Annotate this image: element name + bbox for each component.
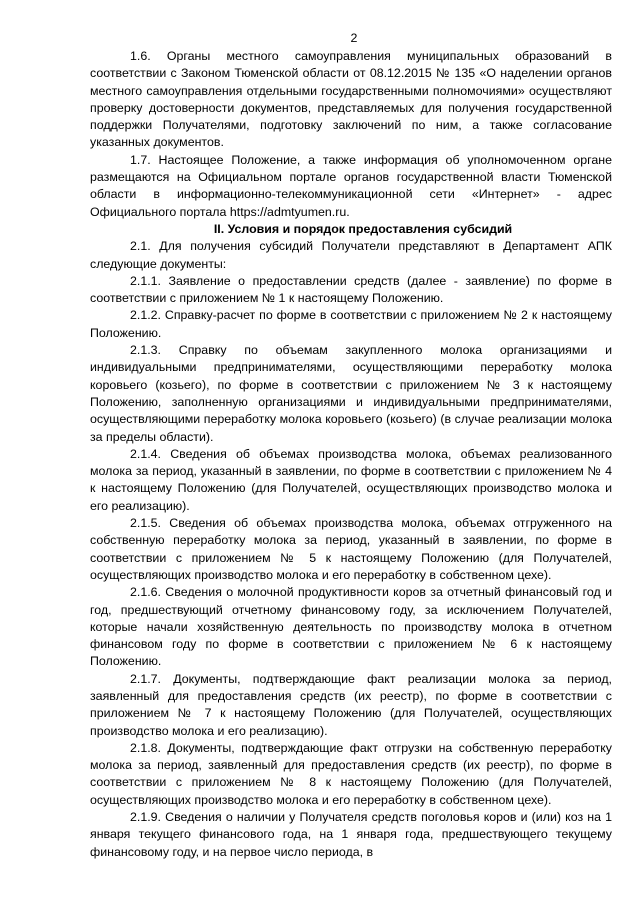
paragraph-2-1-1: 2.1.1. Заявление о предоставлении средств (далее - заявление) по форме в соответствии с приложением № 1 к настоящему Положению. [90,273,612,306]
paragraph-2-1-3: 2.1.3. Справку по объемам закупленного молока организациями и индивидуальными предпринимателями, осуществляющими переработку молока коровьего (козьего), по форме в соответствии с приложением № 3 к настоящему Положению, заполненную организациями и индивидуальными предпринимателями, осуществляющими переработку молока коровьего (козьего) (в случае реализации молока за пределы области). [90,343,612,444]
section-heading: II. Условия и порядок предоставления субсидий [213,221,513,236]
paragraph-1-6: 1.6. Органы местного самоуправления муниципальных образований в соответствии с Законом Тюменской области от 08.12.2015 № 135 «О наделении органов местного самоуправления отдельными государственными полномочиями» осуществляют проверку достоверности документов, представляемых для получения государственной поддержки Получателями, подготовку заключений по ним, а также согласование указанных документов. [90,49,612,150]
paragraph-2-1-5: 2.1.5. Сведения об объемах производства молока, объемах отгруженного на собственную переработку молока за период, указанный в заявлении, по форме в соответствии с приложением № 5 к настоящему Положению (для Получателей, осуществляющих производство молока и его переработку в собственном цехе). [90,516,612,582]
paragraph-2-1-6: 2.1.6. Сведения о молочной продуктивности коров за отчетный финансовый год и год, предшествующий отчетному финансовому году, за исключением Получателей, которые начали хозяйственную деятельность по производству молока в отчетном финансовом году по форме в соответствии с приложением № 6 к настоящему Положению. [90,585,612,669]
paragraph-2-1-4: 2.1.4. Сведения об объемах производства молока, объемах реализованного молока за период, указанный в заявлении, по форме в соответствии с приложением № 4 к настоящему Положению (для Получателей, осуществляющих производство молока и его реализацию). [90,446,612,513]
paragraph-2-1-9: 2.1.9. Сведения о наличии у Получателя средств поголовья коров и (или) коз на 1 января текущего финансового года, на 1 января года, предшествующего текущему финансовому году, и на первое число периода, в [90,810,612,859]
page-number: 2 [350,31,358,45]
paragraph-2-1: 2.1. Для получения субсидий Получатели представляют в Департамент АПК следующие документы: [90,239,612,271]
paragraph-2-1-7: 2.1.7. Документы, подтверждающие факт реализации молока за период, заявленный для предоставления средств (их реестр), по форме в соответствии с приложением № 7 к настоящему Положению (для Получателей, осуществляющих производство молока и его реализацию). [90,671,612,738]
paragraph-2-1-8: 2.1.8. Документы, подтверждающие факт отгрузки на собственную переработку молока за период, заявленный для предоставления средств (их реестр), по форме в соответствии с приложением № 8 к настоящему Положению (для Получателей, осуществляющих производство молока и его переработку в собственном цехе). [90,740,612,807]
paragraph-2-1-2: 2.1.2. Справку-расчет по форме в соответствии с приложением № 2 к настоящему Положению. [90,308,612,340]
paragraph-1-7: 1.7. Настоящее Положение, а также информация об уполномоченном органе размещаются на Официальном портале органов государственной власти Тюменской области в информационно-телекоммуникационной сети «Интернет» - адрес Официального портала https://admtyumen.ru. [90,152,612,219]
